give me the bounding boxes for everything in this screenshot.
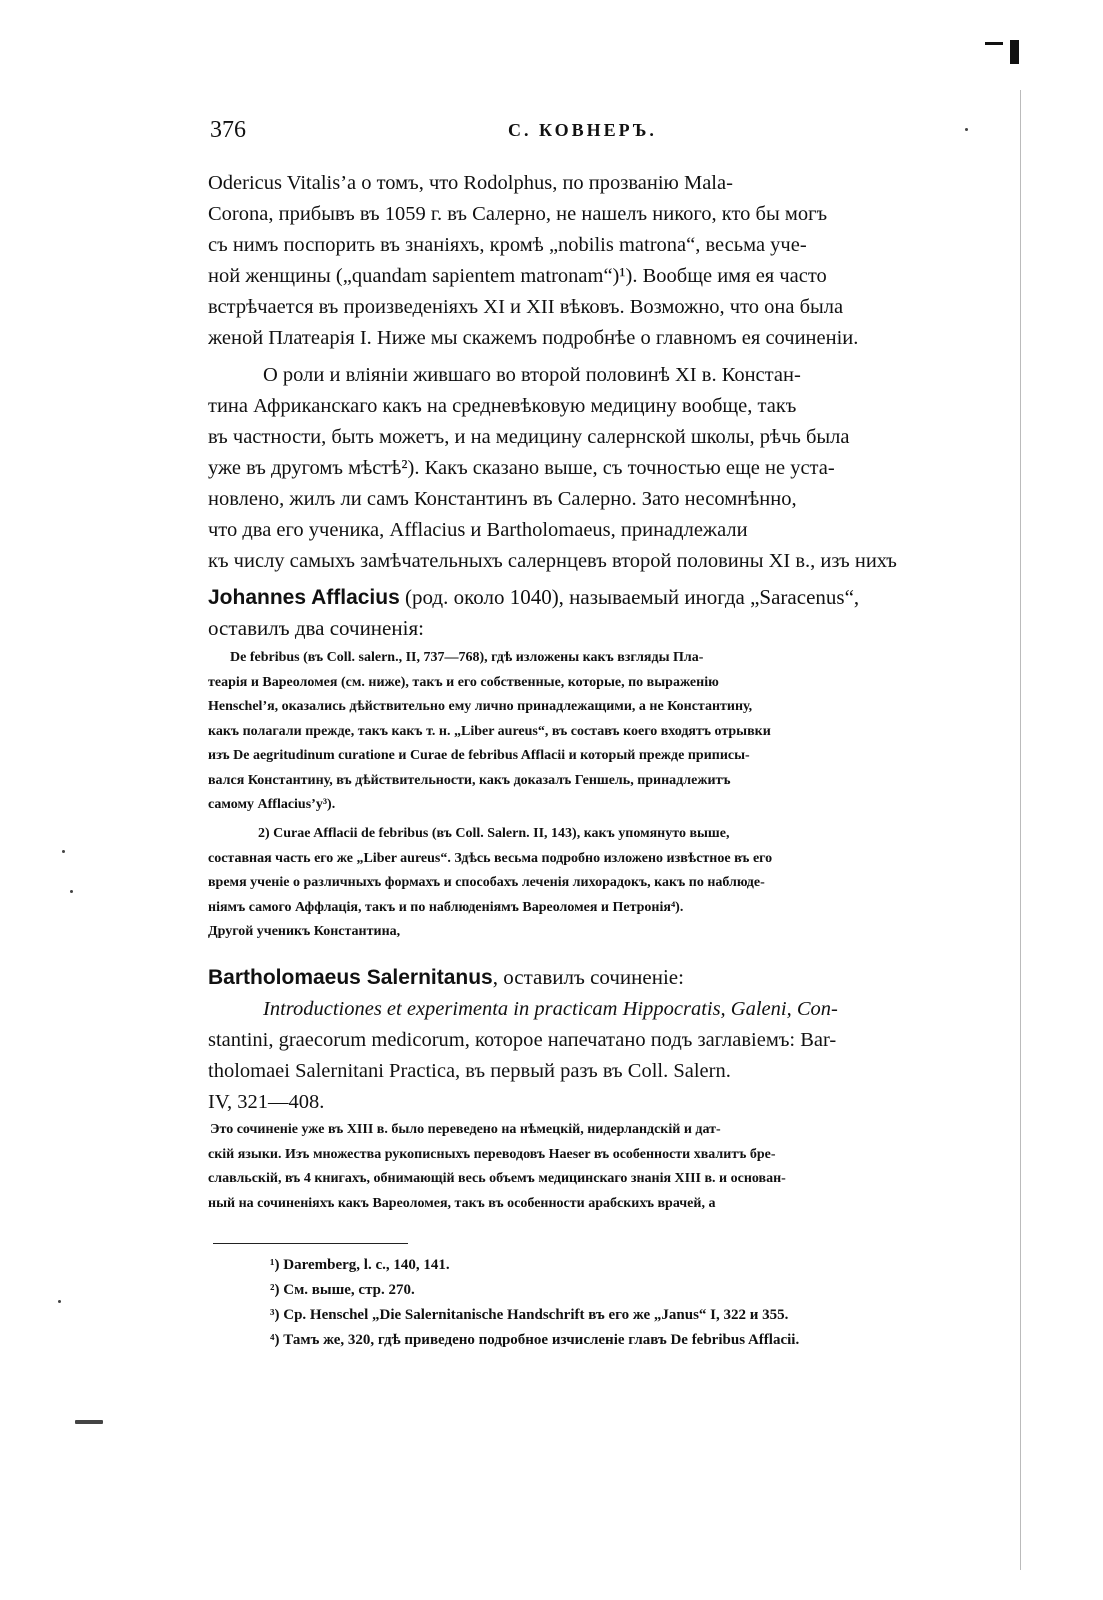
paragraph-constantine <box>208 360 970 577</box>
text-line: ніямъ самого Аффлація, такъ и по наблюденіямъ Вареоломея и Петронія⁴). <box>208 899 684 915</box>
scan-speck <box>58 1300 61 1303</box>
text-line: ной женщины („quandam sapientem matronam“)¹). Вообще имя ея часто <box>208 265 827 287</box>
text-line: какъ полагали прежде, такъ какъ т. н. „Liber aureus“, въ составъ коего входятъ отрывки <box>208 723 771 739</box>
text-line: IV, 321—408. <box>208 1091 325 1113</box>
section-bartholomaeus <box>208 962 970 993</box>
text-line: Introductiones et experimenta in practicam Hippocratis, Galeni, Con- <box>263 998 838 1020</box>
scan-speck <box>70 890 73 893</box>
text-line: оставилъ два сочиненія: <box>208 616 424 640</box>
text-line: Henschel’я, оказались дѣйствительно ему лично принадлежащими, а не Константину, <box>208 699 753 714</box>
page-header <box>208 117 968 147</box>
text-line: теарія и Вареоломея (см. ниже), такъ и его собственные, которые, по выраженію <box>208 674 719 690</box>
footnote: ⁴) Тамъ же, 320, гдѣ приведено подробное изчисленіе главъ De febribus Afflacii. <box>270 1332 800 1348</box>
text-line: женой Платеарія I. Ниже мы скажемъ подробнѣе о главномъ ея сочиненіи. <box>208 327 859 349</box>
text-line: самому Afflacius’у³). <box>208 797 336 812</box>
scan-speck <box>62 850 65 853</box>
text-line: ный на сочиненіяхъ какъ Вареоломея, такъ въ особенности арабскихъ врачей, а <box>208 1195 716 1211</box>
scan-mark <box>985 42 1003 45</box>
work-curae <box>208 822 970 945</box>
work-de-febribus <box>208 646 970 818</box>
text-line: Odericus Vitalis’a о томъ, что Rodolphus, по прозванію Mala- <box>208 172 733 194</box>
text-line: изъ De aegritudinum curatione и Curae de febribus Afflacii и который прежде приписы- <box>208 748 750 763</box>
footnote: ³) Ср. Henschel „Die Salernitanische Handschrift въ его же „Janus“ I, 322 и 355. <box>270 1307 789 1323</box>
footnote: ¹) Daremberg, l. c., 140, 141. <box>270 1257 450 1273</box>
text-line: 2) Curae Afflacii de febribus (въ Coll. Salern. II, 143), какъ упомянуто выше, <box>258 826 730 841</box>
scan-edge-line <box>1020 90 1021 1570</box>
author-name: Bartholomaeus Salernitanus <box>208 966 493 989</box>
text-line: Другой ученикъ Константина, <box>208 924 401 939</box>
text-line: О роли и вліяніи жившаго во второй половинѣ XI в. Констан- <box>263 364 801 386</box>
author-name: Johannes Afflacius <box>208 586 400 609</box>
text-line: что два его ученика, Afflacius и Bartholomaeus, принадлежали <box>208 519 748 541</box>
translation-note <box>208 1118 970 1216</box>
page-number: 376 <box>210 117 246 143</box>
text-line: въ частности, быть можетъ, и на медицину салернской школы, рѣчь была <box>208 426 850 448</box>
text-line: скій языки. Изъ множества рукописныхъ переводовъ Haeser въ особенности хвалитъ бре- <box>208 1146 776 1162</box>
text-line: тина Африканскаго какъ на средневѣковую медицину вообще, такъ <box>208 395 797 417</box>
text-line: Это сочиненіе уже въ XIII в. было переведено на нѣмецкій, нидерландскій и дат- <box>210 1122 721 1137</box>
paragraph-oderic <box>208 168 970 354</box>
text-line: вался Константину, въ дѣйствительности, какъ доказалъ Геншель, принадлежитъ <box>208 772 731 788</box>
section-afflacius <box>208 582 970 643</box>
text-line: Corona, прибывъ въ 1059 г. въ Салерно, не нашелъ никого, кто бы могъ <box>208 203 828 225</box>
footnote: ²) См. выше, стр. 270. <box>270 1282 415 1298</box>
text-line: уже въ другомъ мѣстѣ²). Какъ сказано выше, съ точностью еще не уста- <box>208 457 835 479</box>
text-line: время ученіе о различныхъ формахъ и способахъ леченія лихорадокъ, какъ по наблюде- <box>208 875 765 890</box>
text-line: stantini, graecorum medicorum, которое напечатано подъ заглавіемъ: Bar- <box>208 1029 837 1051</box>
text-line: встрѣчается въ произведеніяхъ XI и XII вѣковъ. Возможно, что она была <box>208 296 844 318</box>
scan-speck <box>75 1420 103 1424</box>
footnote-divider <box>213 1243 408 1244</box>
text-line: составная часть его же „Liber aureus“. Здѣсь весьма подробно изложено извѣстное въ его <box>208 850 773 866</box>
text-line: De febribus (въ Coll. salern., II, 737—768), гдѣ изложены какъ взгляды Пла- <box>230 650 704 665</box>
work-introductiones <box>208 994 970 1118</box>
author-description: , оставилъ сочиненіе: <box>492 965 684 989</box>
text-line: съ нимъ поспорить въ знаніяхъ, кромѣ „nobilis matrona“, весьма уче- <box>208 234 807 256</box>
text-line: славльскій, въ 4 книгахъ, обнимающій весь объемъ медицинскаго знанія XIII в. и основан- <box>208 1171 786 1186</box>
text-line: къ числу самыхъ замѣчательныхъ салернцевъ второй половины XI в., изъ нихъ <box>208 550 897 572</box>
author-description: (род. около 1040), называемый иногда „Saracenus“, <box>399 585 860 609</box>
footnotes <box>270 1253 970 1353</box>
running-title: С. КОВНЕРЪ. <box>508 120 657 140</box>
scan-speck <box>965 128 968 131</box>
scan-mark <box>1010 40 1019 64</box>
text-line: новлено, жилъ ли самъ Константинъ въ Салерно. Зато несомнѣнно, <box>208 488 797 510</box>
text-line: tholomaei Salernitani Practica, въ первый разъ въ Coll. Salern. <box>208 1060 731 1082</box>
